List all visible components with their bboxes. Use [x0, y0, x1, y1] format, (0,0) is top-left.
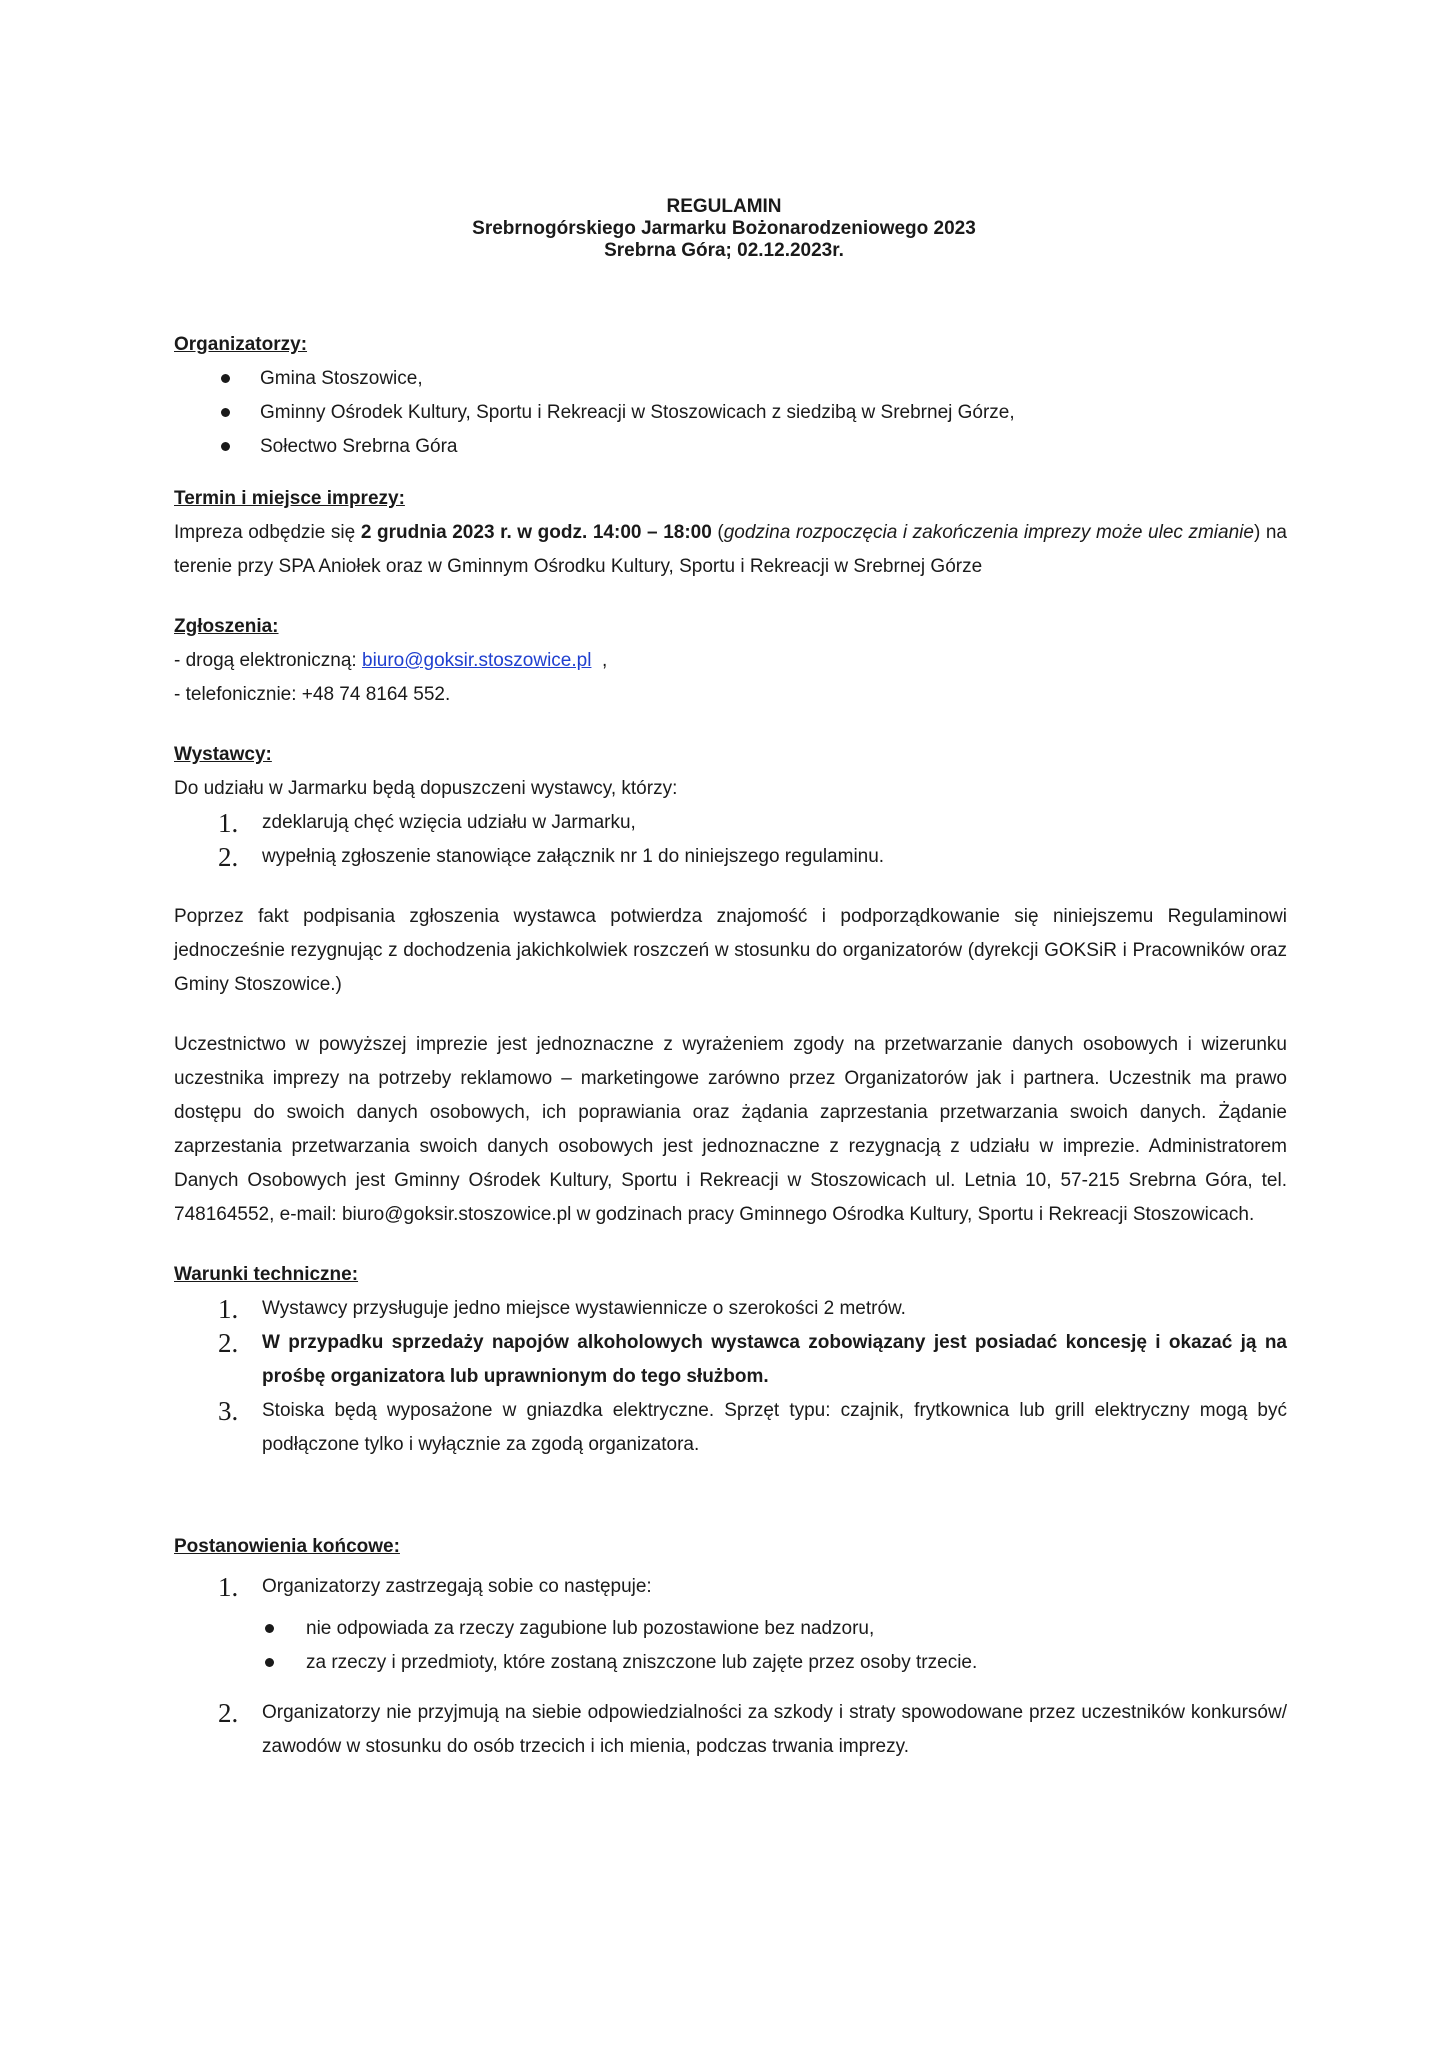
list-item: Gminny Ośrodek Kultury, Sportu i Rekreacji w Stoszowicach z siedzibą w Srebrnej Górze,	[174, 396, 1287, 430]
document-title: REGULAMIN	[666, 196, 782, 217]
postanowienia-list	[174, 1570, 1287, 1604]
list-item: 1. Wystawcy przysługuje jedno miejsce wystawiennicze o szerokości 2 metrów.	[218, 1294, 906, 1324]
bullet-icon	[265, 1658, 274, 1667]
list-item: 2. wypełnią zgłoszenie stanowiące załącznik nr 1 do niniejszego regulaminu.	[218, 842, 885, 872]
postanowienia-sublist	[174, 1612, 1287, 1680]
list-item: 1. zdeklarują chęć wzięcia udziału w Jarmarku,	[218, 808, 636, 838]
data-protection-paragraph: Uczestnictwo w powyższej imprezie jest jednoznaczne z wyrażeniem zgody na przetwarzanie danych osobowych i wizerunku uczestnika imprezy na potrzeby reklamowo – marketingowe zarówno przez Organizatorów jak i partnera. Uczestnik ma prawo dostępu do swoich danych osobowych, ich poprawiania oraz żądania zaprzestania przetwarzania swoich danych. Żądanie zaprzestania przetwarzania swoich danych osobowych jest jednoznaczne z rezygnacją z udziału w imprezie. Administratorem Danych Osobowych jest Gminny Ośrodek Kultury, Sportu i Rekreacji w Stoszowicach ul. Letnia 10, 57-215 Srebrna Góra, tel. 748164552, e-mail: biuro@goksir.stoszowice.pl w godzinach pracy Gminnego Ośrodka Kultury, Sportu i Rekreacji Stoszowicach.	[174, 1034, 1287, 1225]
bullet-icon	[221, 442, 230, 451]
list-item: 1. Organizatorzy zastrzegają sobie co następuje:	[218, 1572, 652, 1602]
list-item: Sołectwo Srebrna Góra	[174, 430, 1287, 464]
wystawcy-list	[174, 806, 1287, 874]
list-item: 2. Organizatorzy nie przyjmują na siebie odpowiedzialności za szkody i straty spowodowane przez uczestników konkursów/ zawodów w stosunku do osób trzecich i ich mienia, podczas trwania imprezy.	[218, 1698, 1287, 1757]
email-line: - drogą elektroniczną: biuro@goksir.stoszowice.pl ,	[174, 650, 608, 671]
postanowienia-list-2	[174, 1696, 1287, 1764]
document-body	[174, 328, 1287, 1764]
email-link[interactable]: biuro@goksir.stoszowice.pl	[362, 650, 592, 671]
postanowienia-heading: Postanowienia końcowe:	[174, 1536, 400, 1557]
document-place-date: Srebrna Góra; 02.12.2023r.	[604, 240, 844, 261]
list-item: 2. W przypadku sprzedaży napojów alkoholowych wystawca zobowiązany jest posiadać koncesję i okazać ją na prośbę organizatora lub uprawnionym do tego służbom.	[218, 1328, 1287, 1387]
bullet-icon	[265, 1624, 274, 1633]
phone-line: - telefonicznie: +48 74 8164 552.	[174, 684, 451, 705]
wystawcy-intro: Do udziału w Jarmarku będą dopuszczeni wystawcy, którzy:	[174, 778, 678, 799]
warunki-list	[174, 1292, 1287, 1462]
document-header	[0, 196, 1448, 262]
termin-heading: Termin i miejsce imprezy:	[174, 488, 405, 509]
bullet-icon	[221, 408, 230, 417]
consent-paragraph: Poprzez fakt podpisania zgłoszenia wystawca potwierdza znajomość i podporządkowanie się niniejszemu Regulaminowi jednocześnie rezygnując z dochodzenia jakichkolwiek roszczeń w stosunku do organizatorów (dyrekcji GOKSiR i Pracowników oraz Gminy Stoszowice.)	[174, 906, 1287, 995]
list-item: za rzeczy i przedmioty, które zostaną zniszczone lub zajęte przez osoby trzecie.	[174, 1646, 1287, 1680]
termin-text: Impreza odbędzie się 2 grudnia 2023 r. w godz. 14:00 – 18:00 (godzina rozpoczęcia i zakończenia imprezy może ulec zmianie) na terenie przy SPA Aniołek oraz w Gminnym Ośrodku Kultury, Sportu i Rekreacji w Srebrnej Górze	[174, 522, 1288, 577]
list-item: 3. Stoiska będą wyposażone w gniazdka elektryczne. Sprzęt typu: czajnik, frytkownica lub grill elektryczny mogą być podłączone tylko i wyłącznie za zgodą organizatora.	[218, 1396, 1287, 1455]
organizers-heading: Organizatorzy:	[174, 334, 308, 355]
bullet-icon	[221, 374, 230, 383]
warunki-heading: Warunki techniczne:	[174, 1264, 359, 1285]
zgloszenia-heading: Zgłoszenia:	[174, 616, 279, 637]
list-item: nie odpowiada za rzeczy zagubione lub pozostawione bez nadzoru,	[174, 1612, 1287, 1646]
list-item: Gmina Stoszowice,	[174, 362, 1287, 396]
wystawcy-heading: Wystawcy:	[174, 744, 272, 765]
document-subtitle: Srebrnogórskiego Jarmarku Bożonarodzeniowego 2023	[472, 218, 976, 239]
organizers-list	[174, 362, 1287, 464]
